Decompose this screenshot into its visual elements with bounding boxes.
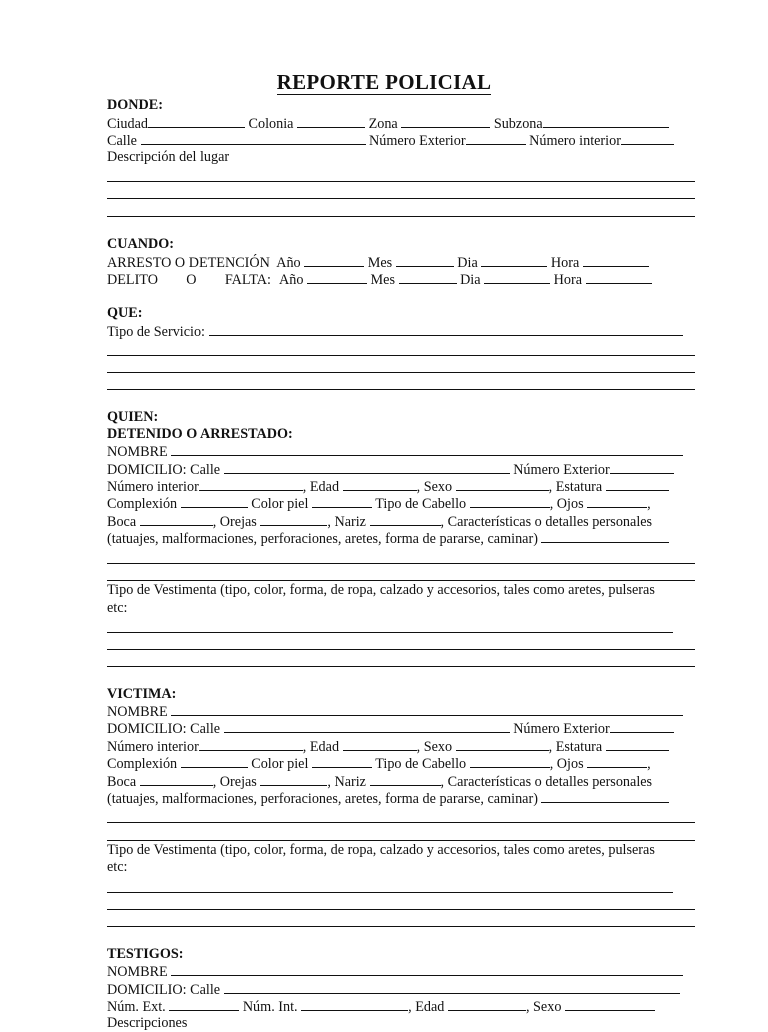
descripcion-line[interactable] [107, 216, 695, 217]
arresto-anio-field[interactable] [304, 254, 364, 267]
testigo-num-ext-field[interactable] [169, 998, 239, 1011]
delito-row: DELITO O FALTA: Año Mes Dia Hora [107, 271, 652, 288]
descripcion-line[interactable] [107, 198, 695, 199]
detenido-numero-exterior-field[interactable] [610, 461, 674, 474]
detenido-nombre-field[interactable] [171, 443, 683, 456]
victima-rostro-row: Boca , Orejas , Nariz , Características o detalles personales [107, 774, 653, 790]
victima-tatuajes-row: (tatuajes, malformaciones, perforaciones, aretes, forma de pararse, caminar) [107, 790, 669, 807]
detenido-orejas-field[interactable] [260, 513, 327, 526]
victima-nombre-row: NOMBRE [107, 703, 683, 720]
detenido-vestimenta-line[interactable] [107, 649, 695, 650]
victima-complexion-field[interactable] [181, 755, 248, 768]
detenido-tatuajes-row: (tatuajes, malformaciones, perforaciones, aretes, forma de pararse, caminar) [107, 530, 669, 547]
que-line[interactable] [107, 389, 695, 390]
cuando-heading: CUANDO: [107, 236, 174, 252]
descripcion-label: Descripción del lugar [107, 149, 230, 165]
victima-edad-field[interactable] [343, 738, 417, 751]
delito-mes-field[interactable] [399, 271, 457, 284]
detenido-vestimenta-label: Tipo de Vestimenta (tipo, color, forma, de ropa, calzado y accesorios, tales como aretes, pulseras [107, 582, 655, 598]
detenido-calle-field[interactable] [224, 461, 510, 474]
detenido-numero-interior-field[interactable] [199, 478, 303, 491]
detenido-caracteristicas-line[interactable] [107, 563, 695, 564]
victima-sexo-field[interactable] [456, 738, 549, 751]
donde-heading: DONDE: [107, 97, 163, 113]
testigos-heading: TESTIGOS: [107, 946, 184, 962]
detenido-vestimenta-line[interactable] [107, 666, 695, 667]
victima-numero-exterior-field[interactable] [610, 720, 674, 733]
detenido-rostro-row: Boca , Orejas , Nariz , Características o detalles personales [107, 514, 653, 530]
que-line[interactable] [107, 372, 695, 373]
detenido-vestimenta-line[interactable] [107, 632, 673, 633]
detenido-caracteristicas-field[interactable] [541, 530, 669, 543]
victima-etc-label: etc: [107, 859, 128, 875]
victima-estatura-field[interactable] [606, 738, 669, 751]
detenido-etc-label: etc: [107, 600, 128, 616]
page-title: REPORTE POLICIAL [276, 70, 492, 94]
victima-calle-field[interactable] [224, 720, 510, 733]
testigo-datos-row: Núm. Ext. Núm. Int. , Edad , Sexo [107, 998, 655, 1015]
delito-label: DELITO O FALTA: [107, 272, 271, 288]
testigo-nombre-row: NOMBRE [107, 963, 683, 980]
testigo-descripciones-label: Descripciones [107, 1015, 188, 1031]
victima-vestimenta-line[interactable] [107, 926, 695, 927]
arresto-mes-field[interactable] [396, 254, 454, 267]
delito-hora-field[interactable] [586, 271, 652, 284]
tipo-servicio-field[interactable] [209, 323, 683, 336]
testigo-calle-field[interactable] [224, 981, 680, 994]
detenido-boca-field[interactable] [140, 513, 213, 526]
numero-interior-field[interactable] [621, 132, 674, 145]
detenido-domicilio-row: DOMICILIO: Calle Número Exterior [107, 461, 674, 478]
donde-row-address: Calle Número Exterior Número interior [107, 132, 674, 149]
ciudad-field[interactable] [148, 115, 245, 128]
que-heading: QUE: [107, 305, 143, 321]
arresto-dia-field[interactable] [481, 254, 547, 267]
victima-caracteristicas-line[interactable] [107, 822, 695, 823]
victima-color-piel-field[interactable] [312, 755, 372, 768]
victima-fisico-row: Complexión Color piel Tipo de Cabello , Ojos , [107, 756, 651, 772]
que-line[interactable] [107, 355, 695, 356]
detenido-datos-row: Número interior , Edad , Sexo , Estatura [107, 478, 669, 495]
victima-cabello-field[interactable] [470, 755, 550, 768]
victima-domicilio-row: DOMICILIO: Calle Número Exterior [107, 720, 674, 737]
victima-boca-field[interactable] [140, 773, 213, 786]
calle-field[interactable] [141, 132, 366, 145]
victima-datos-row: Número interior , Edad , Sexo , Estatura [107, 738, 669, 755]
testigo-nombre-field[interactable] [171, 963, 683, 976]
victima-ojos-field[interactable] [587, 755, 647, 768]
detenido-ojos-field[interactable] [587, 495, 647, 508]
zona-field[interactable] [401, 115, 490, 128]
subzona-field[interactable] [543, 115, 669, 128]
detenido-edad-field[interactable] [343, 478, 417, 491]
arresto-row: ARRESTO O DETENCIÓN Año Mes Dia Hora [107, 254, 649, 271]
quien-heading: QUIEN: [107, 409, 159, 425]
descripcion-line[interactable] [107, 181, 695, 182]
donde-row-location: Ciudad Colonia Zona Subzona [107, 115, 669, 132]
testigo-sexo-field[interactable] [565, 998, 655, 1011]
victima-nombre-field[interactable] [171, 703, 683, 716]
delito-dia-field[interactable] [484, 271, 550, 284]
testigo-edad-field[interactable] [448, 998, 526, 1011]
testigo-num-int-field[interactable] [301, 998, 408, 1011]
numero-exterior-field[interactable] [466, 132, 526, 145]
detenido-estatura-field[interactable] [606, 478, 669, 491]
detenido-nombre-row: NOMBRE [107, 443, 683, 460]
victima-numero-interior-field[interactable] [199, 738, 303, 751]
detenido-cabello-field[interactable] [470, 495, 550, 508]
detenido-nariz-field[interactable] [370, 513, 441, 526]
detenido-color-piel-field[interactable] [312, 495, 372, 508]
delito-anio-field[interactable] [307, 271, 367, 284]
colonia-field[interactable] [297, 115, 365, 128]
tipo-servicio-row: Tipo de Servicio: [107, 323, 683, 340]
detenido-caracteristicas-line[interactable] [107, 580, 695, 581]
victima-vestimenta-label: Tipo de Vestimenta (tipo, color, forma, de ropa, calzado y accesorios, tales como aretes, pulseras [107, 842, 655, 858]
victima-orejas-field[interactable] [260, 773, 327, 786]
testigo-domicilio-row: DOMICILIO: Calle [107, 981, 680, 998]
victima-caracteristicas-field[interactable] [541, 790, 669, 803]
detenido-complexion-field[interactable] [181, 495, 248, 508]
victima-vestimenta-line[interactable] [107, 892, 673, 893]
arresto-hora-field[interactable] [583, 254, 649, 267]
victima-heading: VICTIMA: [107, 686, 177, 702]
victima-caracteristicas-line[interactable] [107, 840, 695, 841]
detenido-sexo-field[interactable] [456, 478, 549, 491]
victima-vestimenta-line[interactable] [107, 909, 695, 910]
detenido-fisico-row: Complexión Color piel Tipo de Cabello , Ojos , [107, 496, 651, 512]
victima-nariz-field[interactable] [370, 773, 441, 786]
detenido-heading: DETENIDO O ARRESTADO: [107, 426, 293, 442]
